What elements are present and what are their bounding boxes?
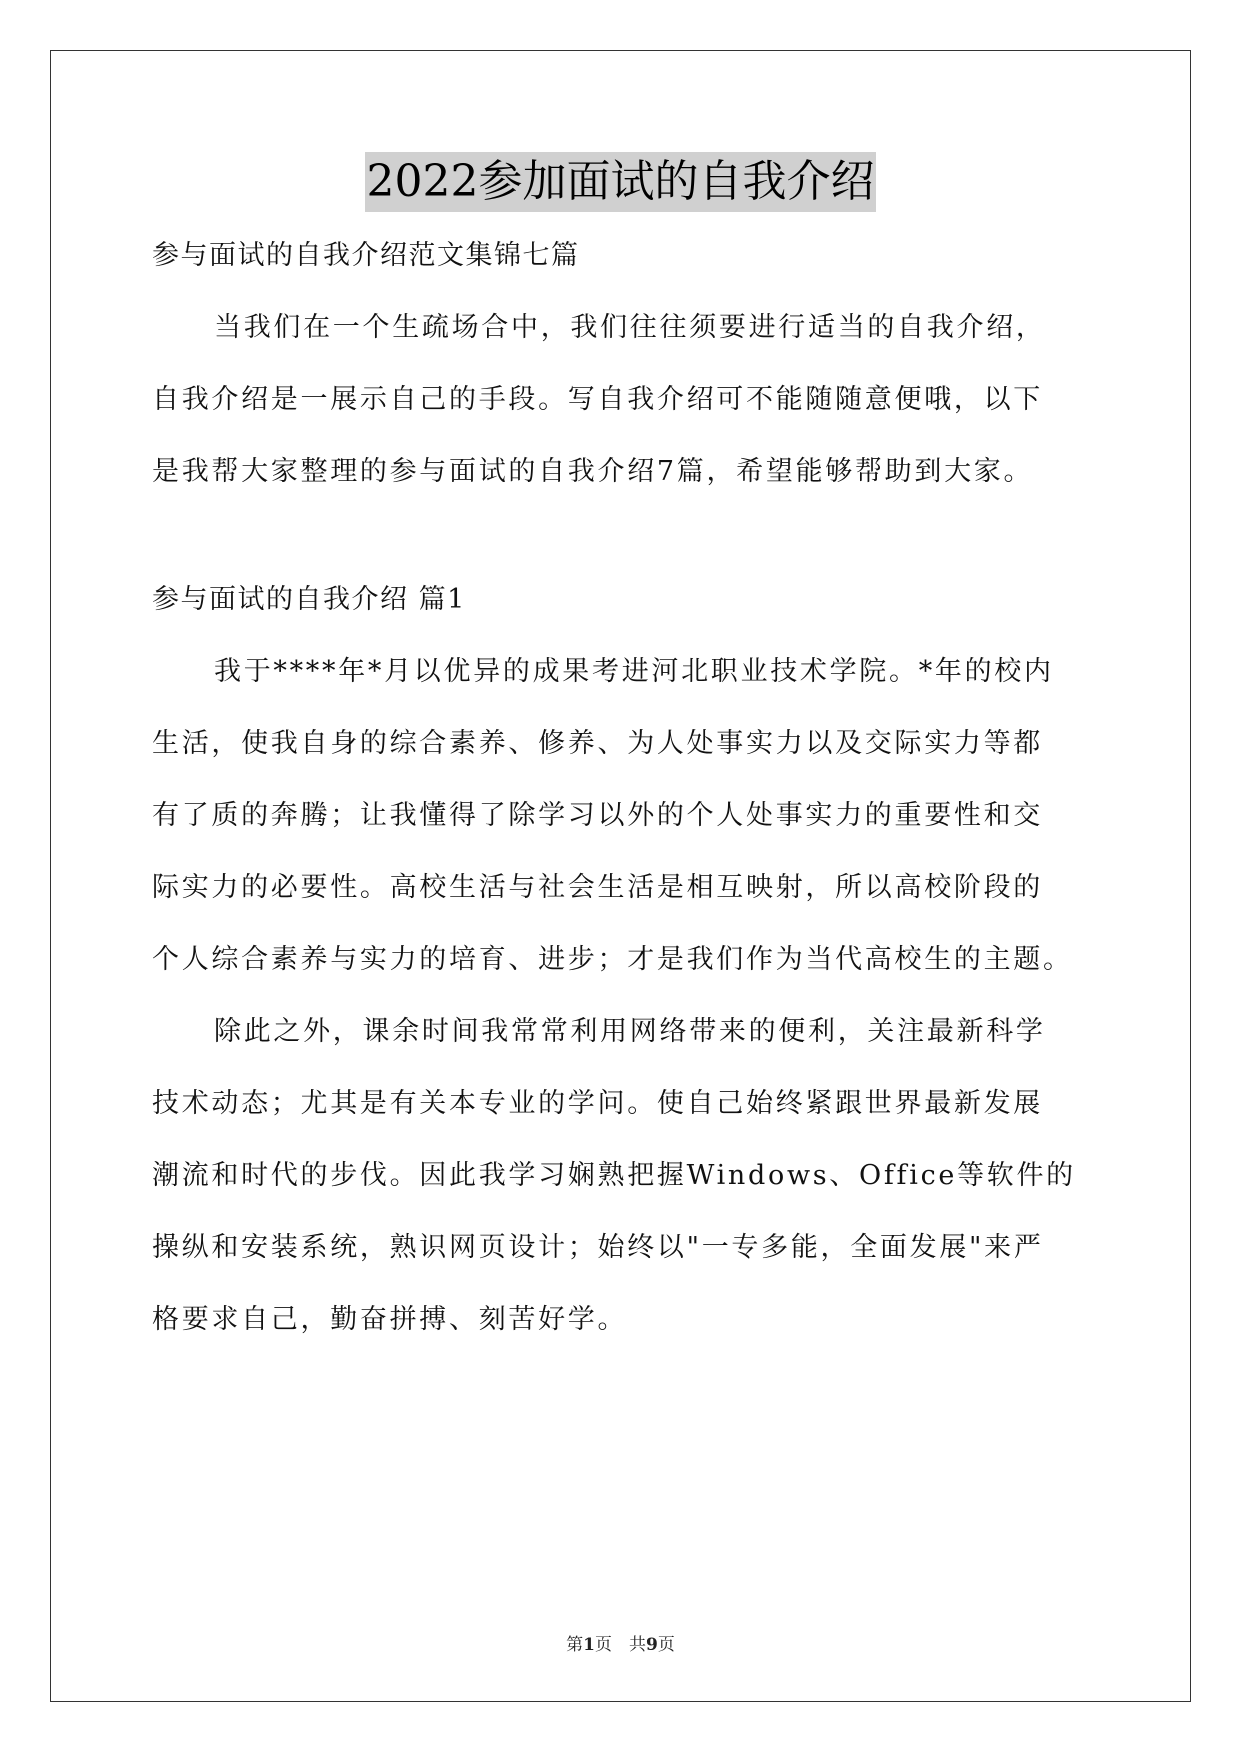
page-footer: [0, 1630, 1241, 1655]
paragraph-line: 生活，使我自身的综合素养、修养、为人处事实力以及交际实力等都: [152, 728, 1043, 759]
document-body: [152, 236, 1092, 1340]
paragraph-line: 有了质的奔腾；让我懂得了除学习以外的个人处事实力的重要性和交: [152, 800, 1043, 831]
intro-line: 是我帮大家整理的参与面试的自我介绍7篇，希望能够帮助到大家。: [152, 456, 1034, 487]
paragraph-line: 技术动态；尤其是有关本专业的学问。使自己始终紧跟世界最新发展: [152, 1088, 1043, 1119]
document-title: 2022参加面试的自我介绍: [365, 152, 877, 212]
document-subtitle: 参与面试的自我介绍范文集锦七篇: [152, 240, 580, 271]
paragraph-line: 操纵和安装系统，熟识网页设计；始终以"一专多能，全面发展"来严: [152, 1232, 1044, 1263]
footer-prefix: 第: [566, 1635, 584, 1655]
intro-line: 当我们在一个生疏场合中，我们往往须要进行适当的自我介绍，: [214, 312, 1046, 343]
paragraph-line: 格要求自己，勤奋拼搏、刻苦好学。: [152, 1304, 628, 1335]
paragraph-line: 际实力的必要性。高校生活与社会生活是相互映射，所以高校阶段的: [152, 872, 1043, 903]
section-heading: 参与面试的自我介绍 篇1: [152, 584, 466, 615]
footer-total-pages: 9: [646, 1635, 658, 1655]
paragraph-line: 我于****年*月以优异的成果考进河北职业技术学院。*年的校内: [214, 656, 1054, 687]
paragraph-line: 个人综合素养与实力的培育、进步；才是我们作为当代高校生的主题。: [152, 944, 1073, 975]
footer-middle: 页 共: [595, 1635, 646, 1655]
intro-line: 自我介绍是一展示自己的手段。写自我介绍可不能随随意便哦，以下: [152, 384, 1043, 415]
footer-suffix: 页: [657, 1635, 675, 1655]
paragraph-line: 除此之外，课余时间我常常利用网络带来的便利，关注最新科学: [214, 1016, 1046, 1047]
paragraph-line: 潮流和时代的步伐。因此我学习娴熟把握Windows、Office等软件的: [152, 1160, 1076, 1191]
footer-page-number: 1: [583, 1635, 595, 1655]
title-container: [0, 152, 1241, 212]
